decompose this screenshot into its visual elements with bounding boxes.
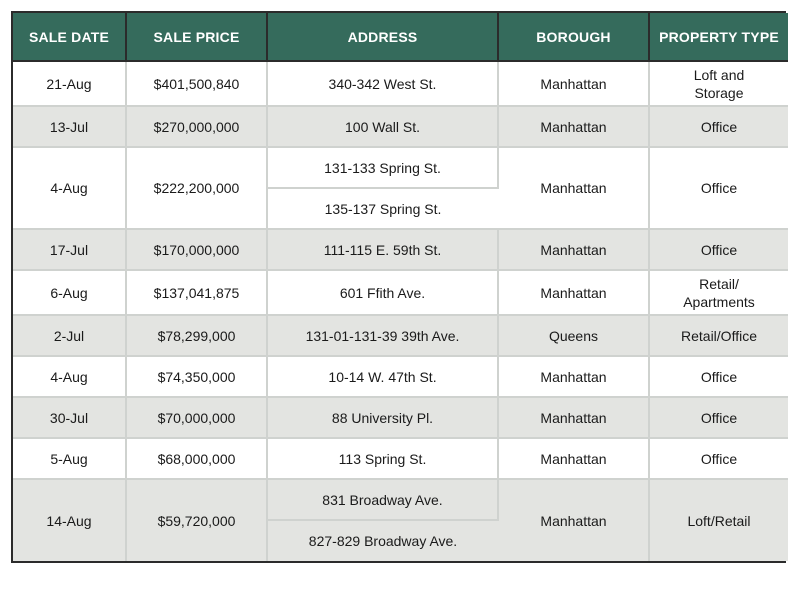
- property-type-line: Retail/: [699, 275, 739, 292]
- property-type-line: Storage: [694, 84, 744, 101]
- address-cell: 131-133 Spring St.: [267, 147, 498, 188]
- address-cell: 831 Broadway Ave.: [267, 479, 498, 520]
- table-row: [13, 315, 788, 356]
- header-address: ADDRESS: [267, 13, 498, 61]
- property-type-cell: Office: [649, 106, 788, 147]
- sale-date-cell: 4-Aug: [13, 147, 126, 229]
- header-property-type: PROPERTY TYPE: [649, 13, 788, 61]
- table-row: [13, 438, 788, 479]
- header-row: [13, 13, 788, 61]
- address-cell: 10-14 W. 47th St.: [267, 356, 498, 397]
- header-borough: BOROUGH: [498, 13, 649, 61]
- sale-price-cell: $222,200,000: [126, 147, 267, 229]
- property-type-cell: Retail/Office: [649, 315, 788, 356]
- header-sale-date: SALE DATE: [13, 13, 126, 61]
- sale-price-cell: $59,720,000: [126, 479, 267, 561]
- header-sale-price: SALE PRICE: [126, 13, 267, 61]
- address-cell: 340-342 West St.: [267, 61, 498, 106]
- table-row: [13, 61, 788, 106]
- table-row: [13, 397, 788, 438]
- property-type-cell: [649, 61, 788, 106]
- borough-cell: Manhattan: [498, 270, 649, 315]
- address-cell: 601 Ffith Ave.: [267, 270, 498, 315]
- sale-date-cell: 4-Aug: [13, 356, 126, 397]
- property-type-line: Apartments: [683, 293, 755, 310]
- sale-date-cell: 5-Aug: [13, 438, 126, 479]
- borough-cell: Queens: [498, 315, 649, 356]
- property-type-cell: Office: [649, 438, 788, 479]
- table-row: [13, 479, 788, 520]
- sale-date-cell: 13-Jul: [13, 106, 126, 147]
- address-cell: 135-137 Spring St.: [267, 188, 498, 229]
- table-row: [13, 270, 788, 315]
- property-type-cell: Loft/Retail: [649, 479, 788, 561]
- property-type-cell: Office: [649, 229, 788, 270]
- sale-price-cell: $78,299,000: [126, 315, 267, 356]
- sale-date-cell: 17-Jul: [13, 229, 126, 270]
- sale-price-cell: $70,000,000: [126, 397, 267, 438]
- sale-date-cell: 30-Jul: [13, 397, 126, 438]
- address-cell: 100 Wall St.: [267, 106, 498, 147]
- table-row: [13, 147, 788, 188]
- borough-cell: Manhattan: [498, 106, 649, 147]
- property-type-cell: Office: [649, 397, 788, 438]
- sales-table-container: [11, 11, 786, 563]
- property-type-cell: [649, 270, 788, 315]
- table-row: [13, 229, 788, 270]
- table-row: [13, 356, 788, 397]
- borough-cell: Manhattan: [498, 438, 649, 479]
- property-type-cell: Office: [649, 147, 788, 229]
- address-cell: 113 Spring St.: [267, 438, 498, 479]
- sale-date-cell: 14-Aug: [13, 479, 126, 561]
- address-cell: 111-115 E. 59th St.: [267, 229, 498, 270]
- property-type-cell: Office: [649, 356, 788, 397]
- sale-date-cell: 21-Aug: [13, 61, 126, 106]
- sale-price-cell: $74,350,000: [126, 356, 267, 397]
- sale-price-cell: $270,000,000: [126, 106, 267, 147]
- address-cell: 131-01-131-39 39th Ave.: [267, 315, 498, 356]
- sale-price-cell: $401,500,840: [126, 61, 267, 106]
- property-type-line: Loft and: [693, 66, 745, 83]
- address-cell: 88 University Pl.: [267, 397, 498, 438]
- sale-price-cell: $170,000,000: [126, 229, 267, 270]
- table-row: [13, 106, 788, 147]
- borough-cell: Manhattan: [498, 397, 649, 438]
- sale-price-cell: $137,041,875: [126, 270, 267, 315]
- sales-table: [13, 13, 788, 561]
- borough-cell: Manhattan: [498, 356, 649, 397]
- borough-cell: Manhattan: [498, 479, 649, 561]
- address-cell: 827-829 Broadway Ave.: [267, 520, 498, 561]
- borough-cell: Manhattan: [498, 229, 649, 270]
- sale-date-cell: 6-Aug: [13, 270, 126, 315]
- sale-price-cell: $68,000,000: [126, 438, 267, 479]
- sale-date-cell: 2-Jul: [13, 315, 126, 356]
- borough-cell: Manhattan: [498, 147, 649, 229]
- borough-cell: Manhattan: [498, 61, 649, 106]
